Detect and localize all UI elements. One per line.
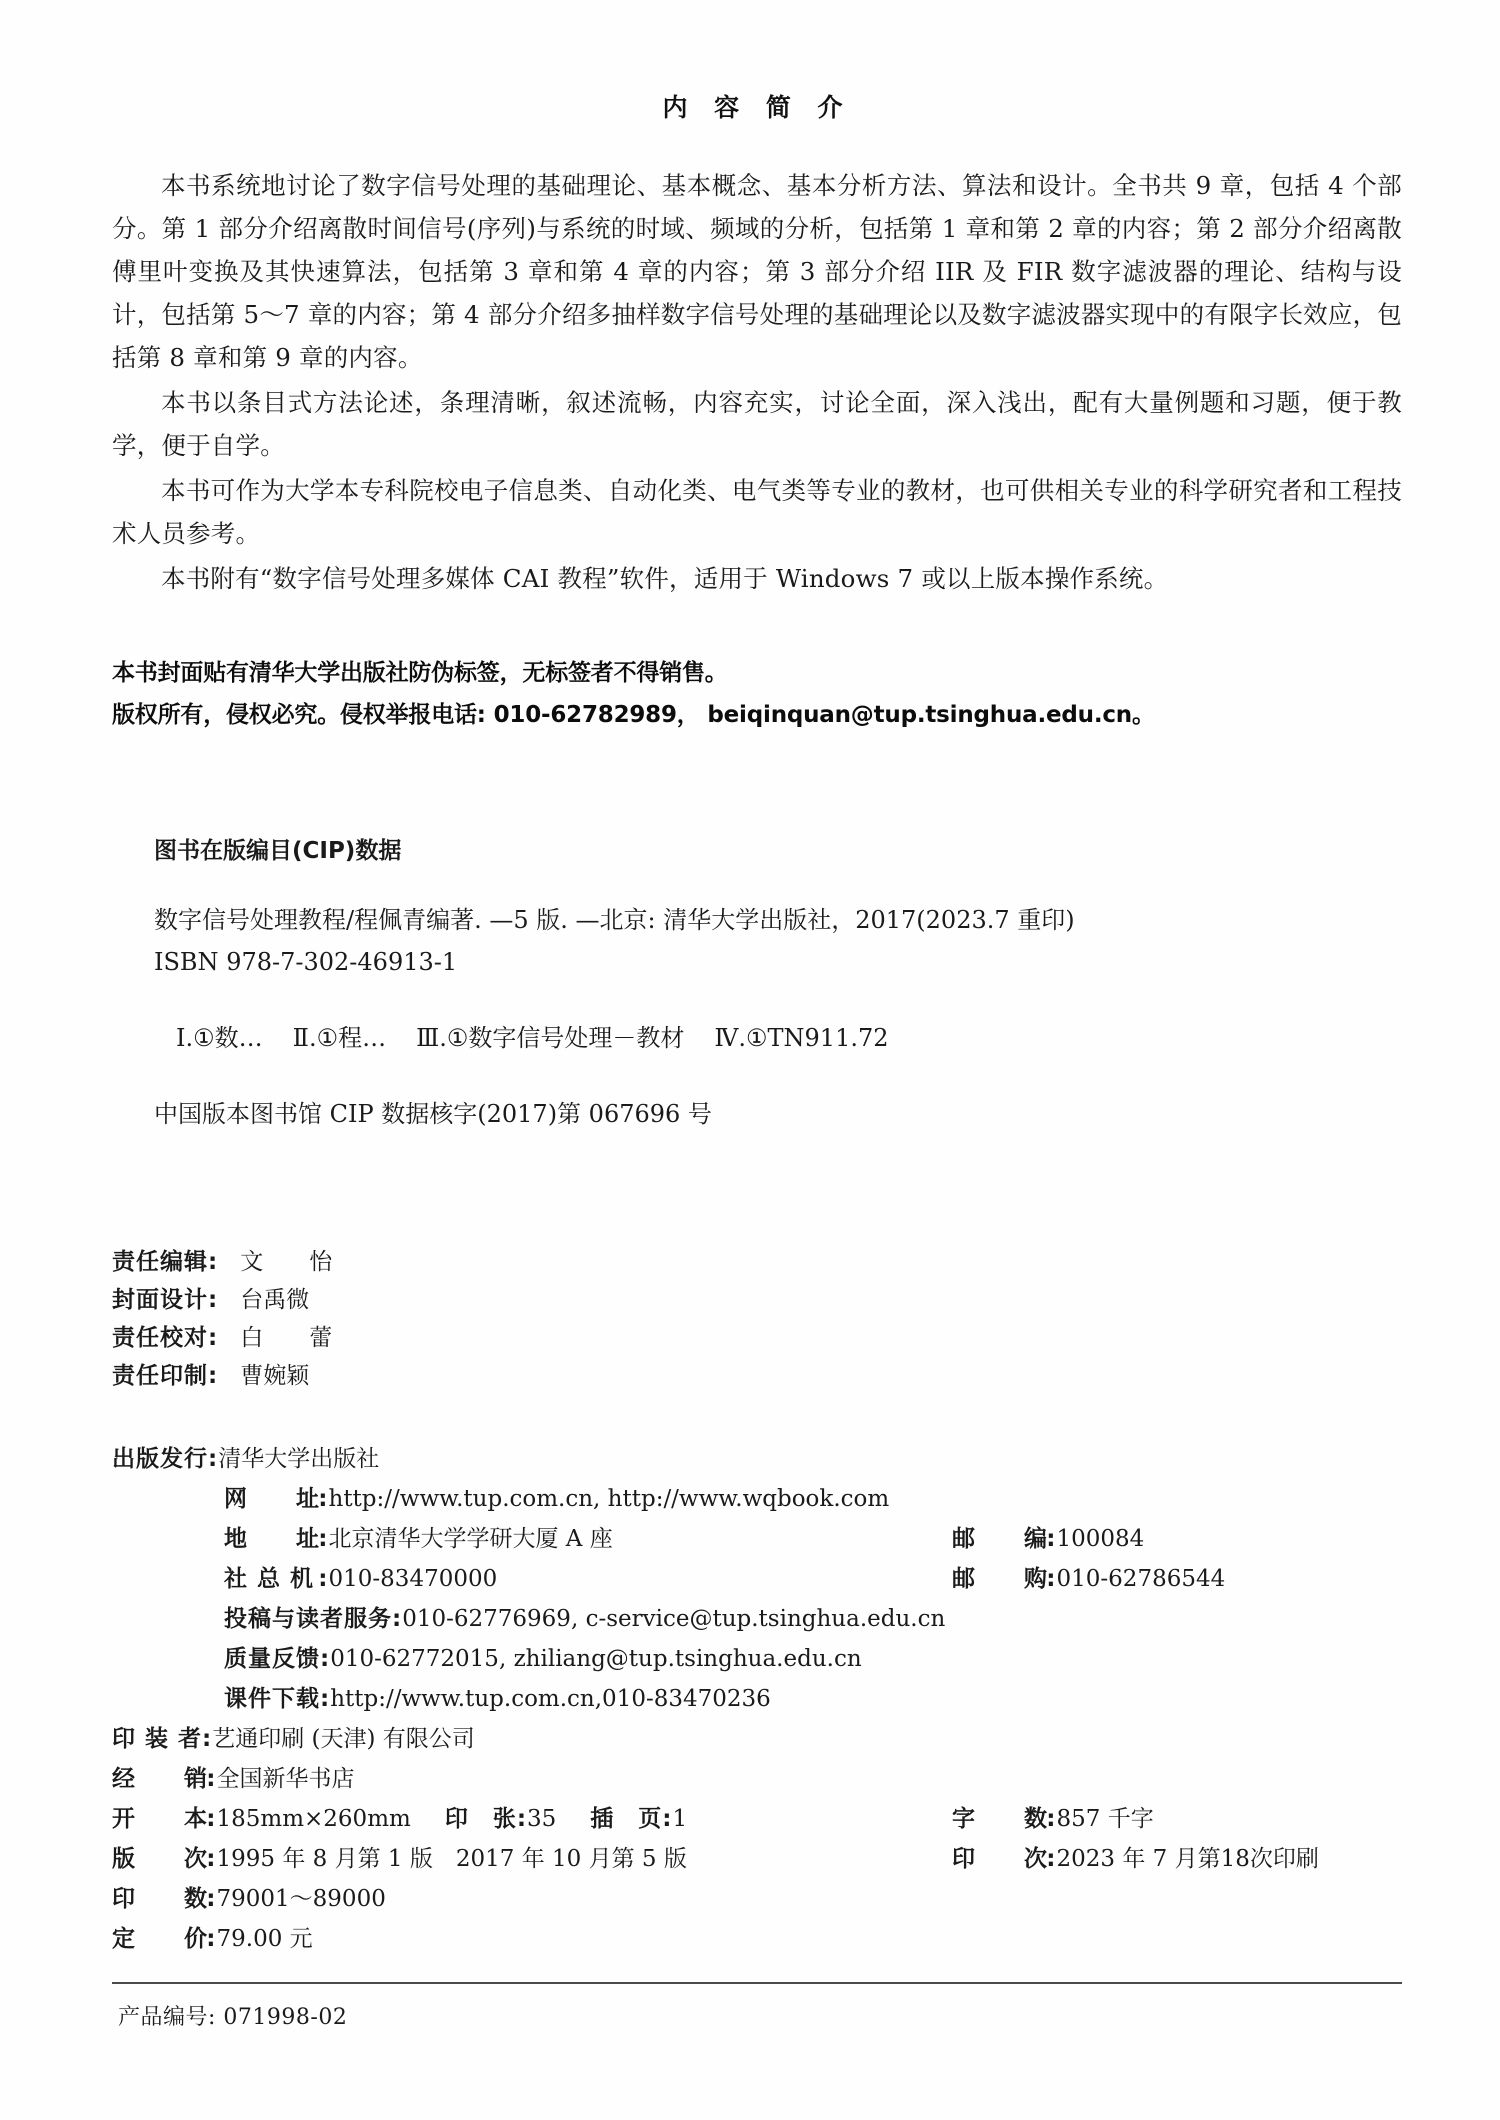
cip-class-i-label: Ⅰ. [176,1024,194,1052]
anti-counterfeit-label-line: 本书封面贴有清华大学出版社防伪标签，无标签者不得销售。 [112,660,728,686]
words-label: 字 数 [952,1806,1048,1832]
address-value: 北京清华大学学研大厦 A 座 [328,1526,613,1552]
inserts-value: 1 [672,1806,688,1832]
credit-label-editor: 责任编辑 [112,1249,208,1275]
summary-paragraph: 本书以条目式方法论述，条理清晰，叙述流畅，内容充实，讨论全面，深入浅出，配有大量例题和习题，便于教学，便于自学。 [112,388,1402,460]
format-value: 185mm×260mm [216,1806,411,1832]
words-group: 字 数 : 857 千字 [952,1799,1154,1839]
mailorder-value: 010-62786544 [1056,1566,1226,1592]
reader-service-row: 投稿与读者服务 : 010-62776969, c-service@tup.tsinghua.edu.cn [112,1599,1402,1639]
courseware-download-row: 课件下载 : http://www.tup.com.cn,010-83470236 [112,1679,1402,1719]
distributor-row: 经 销 : 全国新华书店 [112,1759,1402,1799]
publisher-section [112,1439,1402,1959]
sheets-label: 印 张 [444,1806,517,1832]
price-label: 定 价 [112,1926,208,1952]
printer-row: 印 装 者 : 艺通印刷 (天津) 有限公司 [112,1719,1402,1759]
cip-class-iv-label: Ⅳ. [714,1024,746,1052]
credit-row: 责任印制: 曹婉颖 [112,1363,310,1389]
summary-paragraph: 本书附有“数字信号处理多媒体 CAI 教程”软件，适用于 Windows 7 或以上版本操作系统。 [161,564,1169,593]
credit-value-proofreader: 白 蕾 [240,1325,333,1351]
cip-class-i-value: ①数… [193,1024,263,1052]
price-row: 定 价 : 79.00 元 [112,1919,1402,1959]
reader-service-label: 投稿与读者服务 [224,1606,392,1632]
impression-value: 2023 年 7 月第18次印刷 [1056,1846,1319,1872]
quality-feedback-value: 010-62772015, zhiliang@tup.tsinghua.edu.cn [330,1646,862,1672]
courseware-download-value[interactable]: http://www.tup.com.cn,010-83470236 [330,1686,771,1712]
printer-value: 艺通印刷 (天津) 有限公司 [212,1726,475,1752]
mailorder-group: 邮 购 : 010-62786544 [952,1559,1225,1599]
website-row: 网 址 : http://www.tup.com.cn, http://www.wqbook.com [112,1479,1402,1519]
printer-label: 印 装 者 [112,1726,203,1752]
copies-value: 79001～89000 [216,1886,386,1912]
page-title: 内 容 简 介 [662,93,852,122]
switchboard-value: 010-83470000 [328,1566,498,1592]
copyright-notice [112,652,1402,736]
product-number-label: 产品编号 [118,2005,209,2030]
cip-class-iv-value: ①TN911.72 [746,1024,889,1052]
cip-class-ii-value: ①程… [316,1024,387,1052]
cip-isbn: ISBN 978-7-302-46913-1 [154,948,458,976]
copyright-reporting-line: 版权所有，侵权必究。侵权举报电话: 010-62782989， beiqinquan@tup.tsinghua.edu.cn。 [112,702,1155,728]
credit-label-cover-design: 封面设计 [112,1287,208,1313]
edition-row: 版 次 : 1995 年 8 月第 1 版 2017 年 10 月第 5 版 印 次 : 2023 年 7 月第18次印刷 [112,1839,1402,1879]
address-label: 地 址 [224,1526,320,1552]
credit-value-cover-design: 台禹微 [240,1287,310,1313]
cip-classification [176,1017,1402,1059]
reader-service-value: 010-62776969, c-service@tup.tsinghua.edu.cn [402,1606,946,1632]
cip-class-ii-label: Ⅱ. [292,1024,317,1052]
product-number-value: 071998-02 [223,2005,348,2030]
courseware-download-label: 课件下载 [224,1686,320,1712]
impression-group: 印 次 : 2023 年 7 月第18次印刷 [952,1839,1319,1879]
address-row: 地 址 : 北京清华大学学研大厦 A 座 邮 编 : 100084 [112,1519,1402,1559]
page-content [112,0,1402,1959]
credit-label-proofreader: 责任校对 [112,1325,208,1351]
summary-paragraph: 本书系统地讨论了数字信号处理的基础理论、基本概念、基本分析方法、算法和设计。全书共 9 章，包括 4 个部分。第 1 部分介绍离散时间信号(序列)与系统的时域、频域的分析，包括第 1 章和第 2 章的内容；第 2 部分介绍离散傅里叶变换及其快速算法，包括第 3 章和第 4 章的内容；第 3 部分介绍 IIR 及 FIR 数字滤波器的理论、结构与设计，包括第 5～7 章的内容；第 4 部分介绍多抽样数字信号处理的基础理论以及数字滤波器实现中的有限字长效应，包括第 8 章和第 9 章的内容。 [112,171,1402,372]
website-label: 网 址 [224,1486,320,1512]
content-summary-section [112,164,1402,600]
price-value: 79.00 元 [216,1926,313,1952]
quality-feedback-row: 质量反馈 : 010-62772015, zhiliang@tup.tsinghua.edu.cn [112,1639,1402,1679]
publisher-value: 清华大学出版社 [218,1446,380,1472]
distributor-label: 经 销 [112,1766,208,1792]
credit-value-editor: 文 怡 [240,1249,333,1275]
website-value[interactable]: http://www.tup.com.cn, http://www.wqbook.com [328,1486,890,1512]
postcode-group: 邮 编 : 100084 [952,1519,1144,1559]
impression-label: 印 次 [952,1846,1048,1872]
sheets-value: 35 [527,1806,557,1832]
cip-class-iii-value: ①数字信号处理－教材 [446,1024,685,1052]
words-value: 857 千字 [1056,1806,1154,1832]
postcode-value: 100084 [1056,1526,1145,1552]
copies-row: 印 数 : 79001～89000 [112,1879,1402,1919]
publisher-row: 出版发行 : 清华大学出版社 [112,1439,1402,1479]
credits-section [112,1243,1402,1395]
inserts-group: 插 页 : 1 [590,1799,687,1839]
quality-feedback-label: 质量反馈 [224,1646,320,1672]
cip-heading: 图书在版编目(CIP)数据 [154,838,402,864]
edition-value: 1995 年 8 月第 1 版 2017 年 10 月第 5 版 [216,1846,687,1872]
format-row: 开 本 : 185mm×260mm 印 张 : 35 插 页 : 1 字 数 : 857 千字 [112,1799,1402,1839]
cip-title-line: 数字信号处理教程/程佩青编著. —5 版. —北京: 清华大学出版社，2017(2023.7 重印) [154,906,1075,934]
credit-value-printing-supervisor: 曹婉颖 [240,1363,310,1389]
postcode-label: 邮 编 [952,1526,1048,1552]
cip-class-iii-label: Ⅲ. [416,1024,447,1052]
credit-label-printing-supervisor: 责任印制 [112,1363,208,1389]
copies-label: 印 数 [112,1886,208,1912]
switchboard-row: 社 总 机 : 010-83470000 邮 购 : 010-62786544 [112,1559,1402,1599]
cip-block [154,865,1402,1135]
credit-row: 封面设计: 台禹微 [112,1287,310,1313]
sheets-group: 印 张 : 35 [445,1799,556,1839]
format-label: 开 本 [112,1806,208,1832]
switchboard-label: 社 总 机 [224,1566,315,1592]
edition-label: 版 次 [112,1846,208,1872]
mailorder-label: 邮 购 [952,1566,1048,1592]
publisher-label: 出版发行 [112,1446,208,1472]
product-number: 产品编号: 071998-02 [118,2005,348,2030]
credit-row: 责任编辑: 文 怡 [112,1249,333,1275]
summary-paragraph: 本书可作为大学本专科院校电子信息类、自动化类、电气类等专业的教材，也可供相关专业的科学研究者和工程技术人员参考。 [112,476,1402,548]
distributor-value: 全国新华书店 [216,1766,355,1792]
cip-verification-number: 中国版本图书馆 CIP 数据核字(2017)第 067696 号 [154,1100,712,1128]
inserts-label: 插 页 [590,1806,663,1832]
credit-row: 责任校对: 白 蕾 [112,1325,333,1351]
footer-divider [112,1982,1402,1984]
